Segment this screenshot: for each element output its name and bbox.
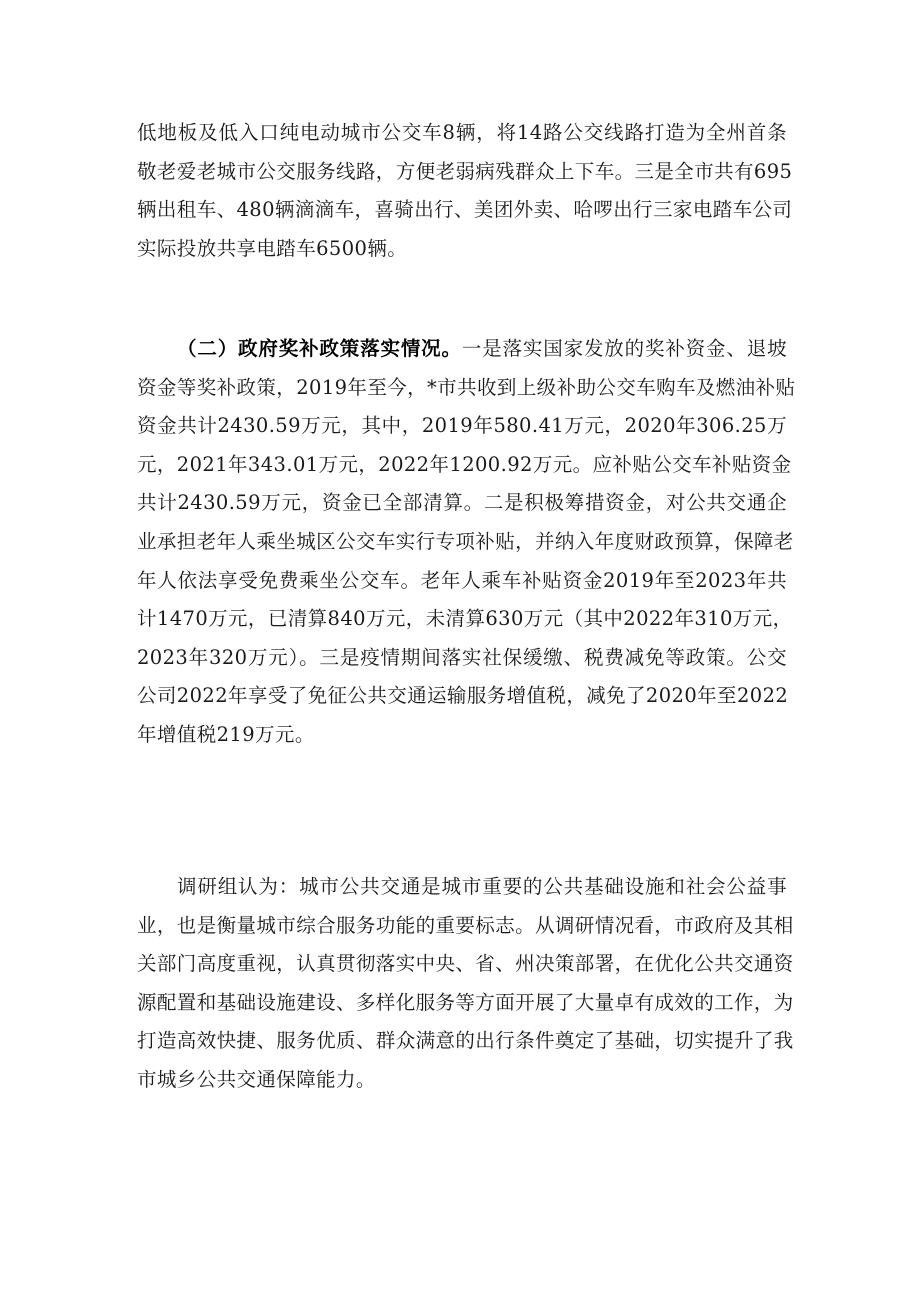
paragraph-3 <box>137 868 794 1100</box>
heading-line-rest: 一是落实国家发放的奖补资金、退坡 <box>461 337 787 360</box>
text-line: 年人依法享受免费乘坐公交车。老年人乘车补贴资金2019年至2023年共 <box>137 568 787 592</box>
text-line: 2023年320万元）。三是疫情期间落实社保缓缴、税费减免等政策。公交 <box>137 645 787 669</box>
text-line: 资金等奖补政策，2019年至今，*市共收到上级补助公交车购车及燃油补贴 <box>137 375 796 399</box>
paragraph-1 <box>137 114 793 268</box>
text-line: 低地板及低入口纯电动城市公交车8辆，将14路公交线路打造为全州首条 <box>137 121 787 144</box>
text-line: 元，2021年343.01万元，2022年1200.92万元。应补贴公交车补贴资金 <box>137 452 792 476</box>
paragraph-2 <box>137 330 796 755</box>
text-line <box>137 330 787 369</box>
text-line: 实际投放共享电踏车6500辆。 <box>137 236 408 260</box>
text-line: 公司2022年享受了免征公共交通运输服务增值税，减免了2020年至2022 <box>137 684 789 708</box>
text-line: 共计2430.59万元，资金已全部清算。二是积极筹措资金，对公共交通企 <box>137 491 787 515</box>
section-heading: （二）政府奖补政策落实情况。 <box>177 337 462 360</box>
text-line: 打造高效快捷、服务优质、群众满意的出行条件奠定了基础，切实提升了我 <box>137 1029 794 1053</box>
text-line: 源配置和基础设施建设、多样化服务等方面开展了大量卓有成效的工作，为 <box>137 990 794 1014</box>
text-line: 业承担老年人乘坐城区公交车实行专项补贴，并纳入年度财政预算，保障老 <box>137 529 794 553</box>
text-line: 计1470万元，已清算840万元，未清算630万元（其中2022年310万元， <box>137 607 793 631</box>
text-line: 敬老爱老城市公交服务线路，方便老弱病残群众上下车。三是全市共有695 <box>137 159 793 183</box>
text-line: 年增值税219万元。 <box>137 722 315 746</box>
text-line: 市城乡公共交通保障能力。 <box>137 1067 376 1091</box>
text-line: 资金共计2430.59万元，其中，2019年580.41万元，2020年306.25万 <box>137 414 787 438</box>
text-line: 辆出租车、480辆滴滴车，喜骑出行、美团外卖、哈啰出行三家电踏车公司 <box>137 198 793 222</box>
text-line: 关部门高度重视，认真贯彻落实中央、省、州决策部署，在优化公共交通资 <box>137 952 794 976</box>
text-line: 调研组认为：城市公共交通是城市重要的公共基础设施和社会公益事 <box>177 875 787 898</box>
text-line: 业，也是衡量城市综合服务功能的重要标志。从调研情况看，市政府及其相 <box>137 913 794 937</box>
